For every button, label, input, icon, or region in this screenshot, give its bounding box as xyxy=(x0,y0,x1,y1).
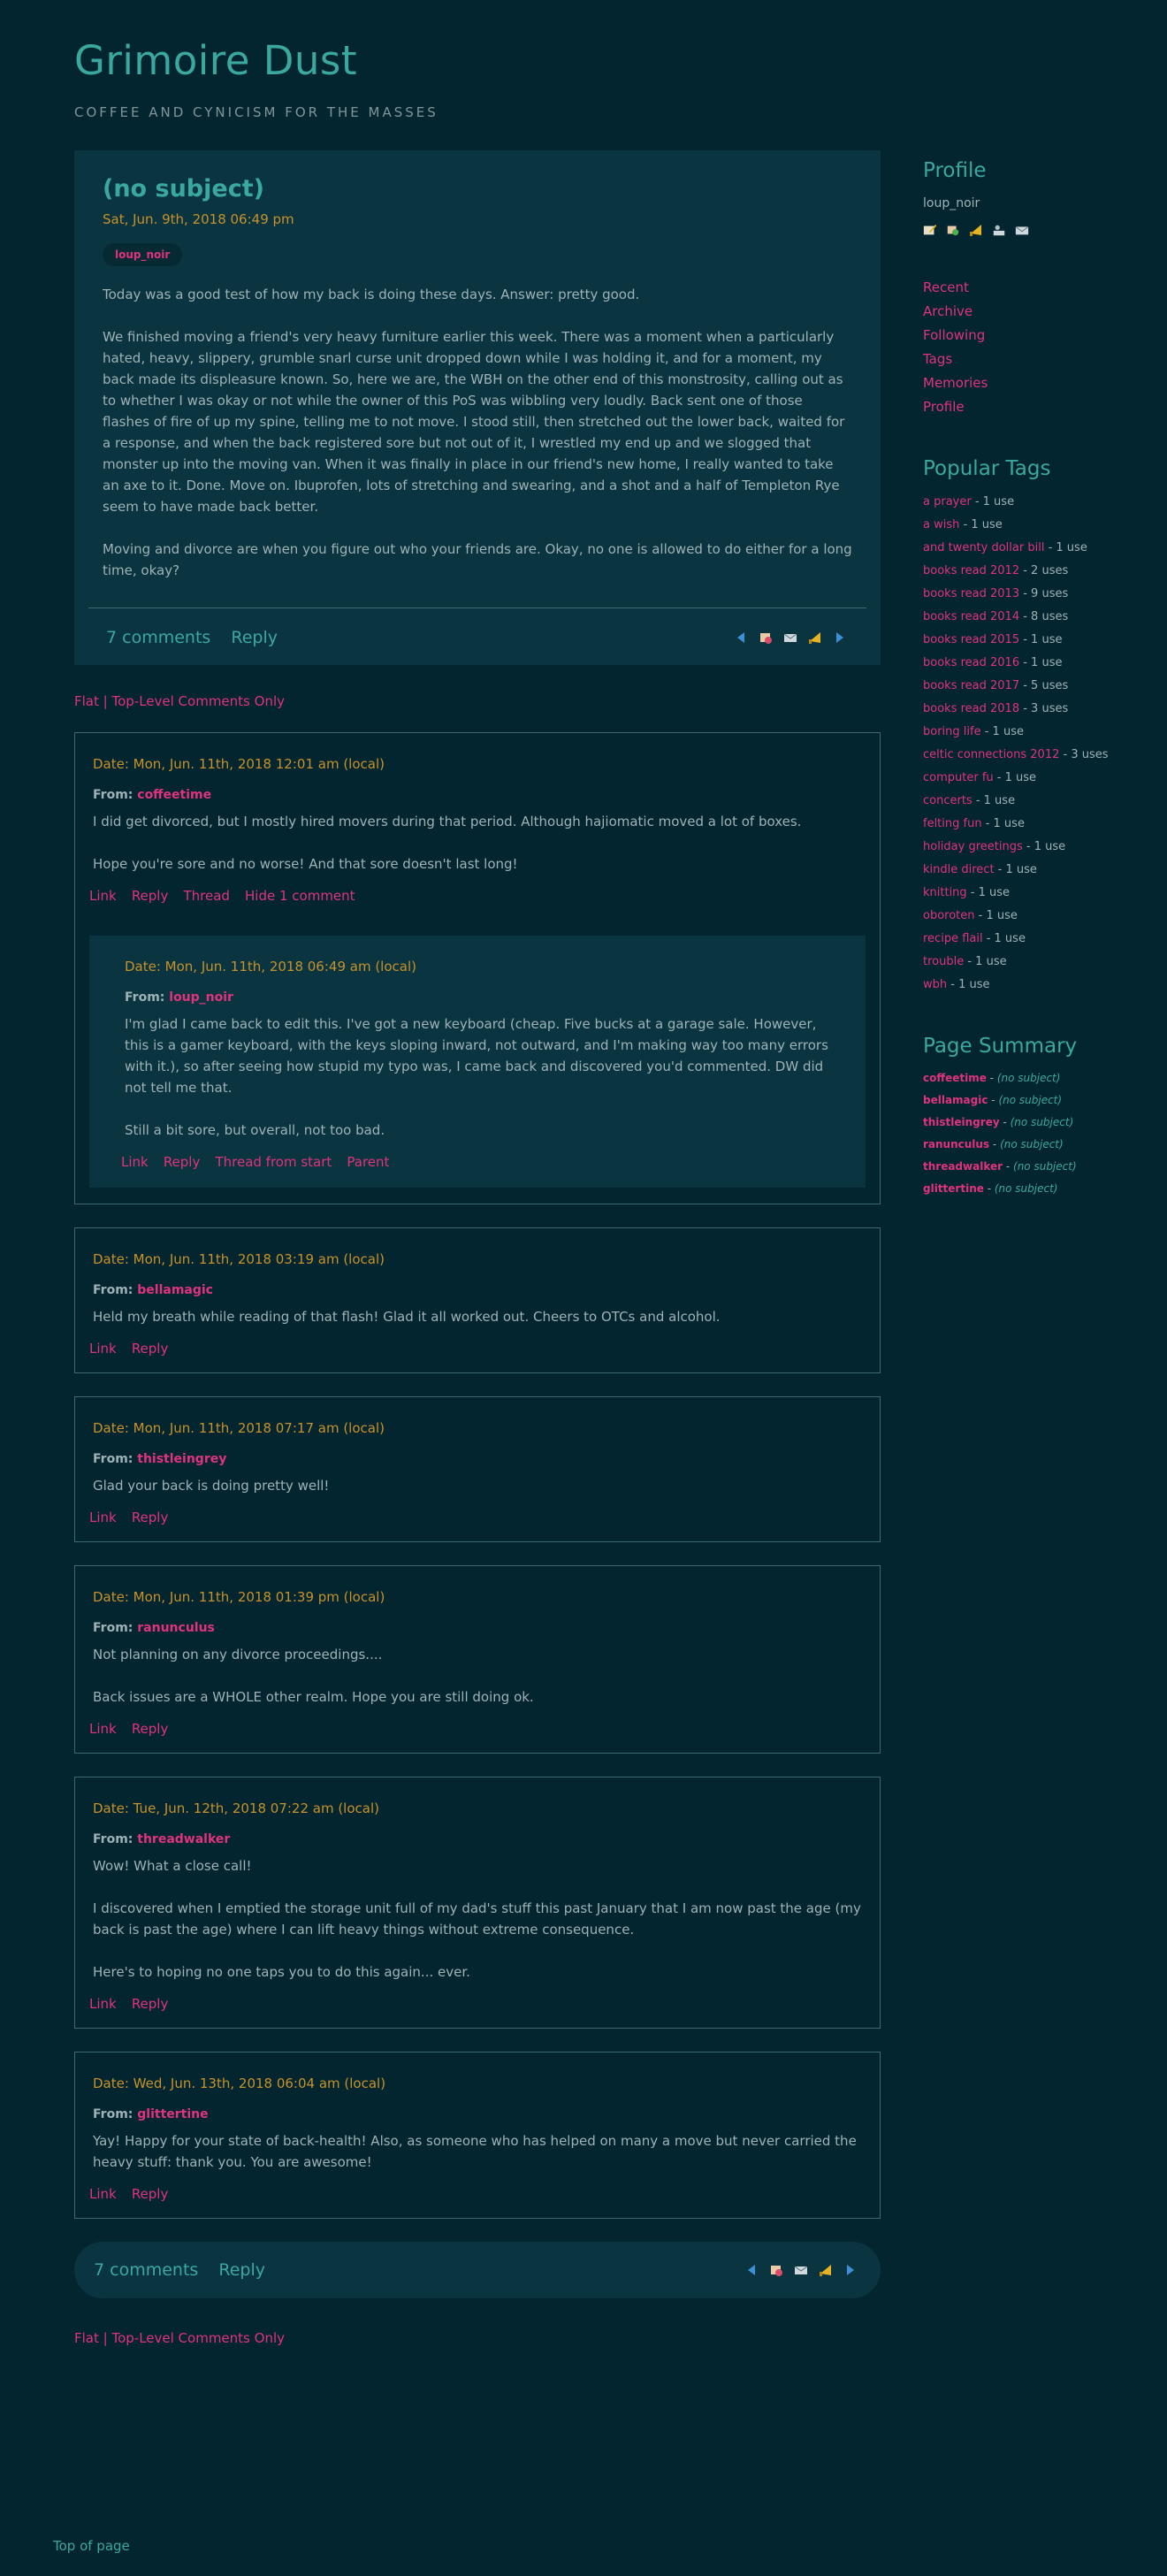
tag-link[interactable]: concerts xyxy=(923,794,972,807)
summary-item xyxy=(923,1094,1126,1106)
tag-link[interactable]: books read 2017 xyxy=(923,679,1020,692)
nav-following[interactable]: Following xyxy=(923,327,986,343)
summary-separator: - xyxy=(999,1116,1011,1128)
popular-tags-heading: Popular Tags xyxy=(923,457,1051,480)
comment-author-link[interactable]: glittertine xyxy=(137,2107,209,2121)
tag-count: - 1 use xyxy=(964,955,1007,968)
memories-icon[interactable] xyxy=(946,223,960,237)
comment-link[interactable]: Link xyxy=(89,1510,117,1525)
sidebar xyxy=(923,150,1126,1204)
user-icon[interactable] xyxy=(992,223,1006,237)
comment-paragraph: I discovered when I emptied the storage unit full of my dad's stuff this past January that I am now past the age (my back is past the age) where I can lift heavy things without extreme consequence. xyxy=(93,1900,861,1938)
tag-link[interactable]: a prayer xyxy=(923,495,972,508)
reply-link[interactable]: Reply xyxy=(231,628,278,647)
comment-from: From: glittertine xyxy=(93,2107,209,2121)
summary-subject-link[interactable]: (no subject) xyxy=(996,1072,1061,1084)
comment-links xyxy=(89,887,866,904)
comment-date: Date: Wed, Jun. 13th, 2018 06:04 am (local) xyxy=(93,2075,386,2091)
comment-date: Date: Tue, Jun. 12th, 2018 07:22 am (local) xyxy=(93,1800,379,1816)
tag-item xyxy=(923,678,1126,693)
comment-link[interactable]: Link xyxy=(89,888,117,904)
entry-footer xyxy=(103,628,852,647)
reply-link[interactable]: Reply xyxy=(218,2260,266,2280)
tag-link[interactable]: a wish xyxy=(923,518,960,531)
comment-paragraph: Back issues are a WHOLE other realm. Hope you are still doing ok. xyxy=(93,1689,534,1705)
comment-author-link[interactable]: loup_noir xyxy=(169,990,233,1005)
comment xyxy=(74,1565,881,1754)
comment-from: From: ranunculus xyxy=(93,1621,215,1635)
memories-icon[interactable] xyxy=(769,2263,783,2277)
tag-count: - 1 use xyxy=(972,794,1016,807)
comment-links xyxy=(89,1340,866,1357)
comment-date: Date: Mon, Jun. 11th, 2018 07:17 am (local) xyxy=(93,1420,385,1436)
top-level-comments-link[interactable]: Top-Level Comments Only xyxy=(111,693,285,709)
comment-links xyxy=(89,1720,866,1737)
page-summary-heading: Page Summary xyxy=(923,1035,1078,1058)
comment xyxy=(74,1777,881,2029)
comment-author-link[interactable]: thistleingrey xyxy=(137,1452,227,1466)
view-switch-separator: | xyxy=(98,2330,112,2346)
tag-link[interactable]: books read 2016 xyxy=(923,656,1020,669)
comments-count-link[interactable]: 7 comments xyxy=(94,2260,199,2280)
tag-link[interactable]: trouble xyxy=(923,955,965,968)
tag-count: - 1 use xyxy=(980,725,1024,738)
tag-link[interactable]: books read 2015 xyxy=(923,633,1020,646)
comment-thread xyxy=(74,732,881,1204)
summary-user-link[interactable]: threadwalker xyxy=(923,1160,1003,1173)
entry-tools xyxy=(734,631,847,645)
message-icon[interactable] xyxy=(1015,223,1029,237)
tag-count: - 1 use xyxy=(1044,541,1087,554)
tag-item xyxy=(923,632,1126,647)
comment xyxy=(74,1227,881,1373)
tag-link[interactable]: felting fun xyxy=(923,817,982,830)
comment-view-switch xyxy=(74,693,881,709)
tag-item xyxy=(923,954,1126,969)
tag-count: - 1 use xyxy=(1019,656,1063,669)
main-column xyxy=(74,150,881,2369)
previous-arrow-icon[interactable] xyxy=(734,631,748,645)
tag-link[interactable]: boring life xyxy=(923,725,981,738)
nav-profile[interactable]: Profile xyxy=(923,399,965,415)
tag-count: - 2 uses xyxy=(1019,564,1069,577)
comment-date: Date: Mon, Jun. 11th, 2018 03:19 am (local) xyxy=(93,1251,385,1267)
summary-user-link[interactable]: bellamagic xyxy=(923,1094,988,1106)
comment-link[interactable]: Link xyxy=(89,1996,117,2012)
tag-item xyxy=(923,655,1126,670)
previous-arrow-icon[interactable] xyxy=(744,2263,759,2277)
summary-separator: - xyxy=(988,1094,999,1106)
comment-author-link[interactable]: ranunculus xyxy=(137,1621,215,1635)
tag-count: - 3 uses xyxy=(1019,702,1069,715)
site-subtitle: COFFEE AND CYNICISM FOR THE MASSES xyxy=(74,104,439,120)
tag-item xyxy=(923,908,1126,923)
tell-friend-icon[interactable] xyxy=(783,631,797,645)
tag-count: - 1 use xyxy=(993,771,1037,784)
summary-subject-link[interactable]: (no subject) xyxy=(1000,1138,1064,1150)
bottom-entry-footer xyxy=(74,2242,881,2298)
comment-links xyxy=(89,1995,866,2012)
tag-count: - 1 use xyxy=(966,886,1011,899)
comment-reply-link[interactable]: Reply xyxy=(131,1341,169,1357)
summary-user-link[interactable]: thistleingrey xyxy=(923,1116,1000,1128)
tag-item xyxy=(923,724,1126,739)
tag-count: - 1 use xyxy=(994,863,1037,876)
comment-link[interactable]: Link xyxy=(89,1341,117,1357)
sidebar-username[interactable]: loup_noir xyxy=(923,196,980,210)
site-title: Grimoire Dust xyxy=(74,37,358,84)
tag-item xyxy=(923,517,1126,532)
comment-thread-link[interactable]: Thread xyxy=(183,888,230,904)
comment-from: From: coffeetime xyxy=(93,788,212,802)
tag-count: - 5 uses xyxy=(1019,679,1069,692)
nav-tags[interactable]: Tags xyxy=(923,351,953,367)
summary-item xyxy=(923,1072,1126,1084)
tag-link[interactable]: wbh xyxy=(923,978,948,991)
comment-body xyxy=(89,1644,866,1708)
comment-body xyxy=(125,1013,830,1141)
tag-link[interactable]: books read 2012 xyxy=(923,564,1020,577)
tag-item xyxy=(923,862,1126,877)
page-summary-list xyxy=(923,1072,1126,1195)
tag-count: - 1 use xyxy=(1019,633,1063,646)
tag-item xyxy=(923,839,1126,854)
tag-item xyxy=(923,793,1126,808)
tag-item xyxy=(923,586,1126,601)
comment-reply-link[interactable]: Reply xyxy=(131,2186,169,2202)
tag-link[interactable]: knitting xyxy=(923,886,967,899)
comment-date: Date: Mon, Jun. 11th, 2018 06:49 am (local) xyxy=(125,959,416,975)
comment-links xyxy=(89,1509,866,1525)
view-switch-separator: | xyxy=(98,693,112,709)
summary-separator: - xyxy=(1003,1160,1014,1173)
profile-icons xyxy=(923,223,1126,237)
tag-item xyxy=(923,885,1126,900)
comment-paragraph: I did get divorced, but I mostly hired movers during that period. Although hajiomatic moved a lot of boxes. xyxy=(93,814,802,829)
tag-count: - 8 uses xyxy=(1019,610,1069,623)
entry-user-badge[interactable]: loup_noir xyxy=(103,243,182,266)
hide-comments-link[interactable]: Hide 1 comment xyxy=(245,888,355,904)
nav-memories[interactable]: Memories xyxy=(923,375,988,391)
comment-from: From: loup_noir xyxy=(125,990,233,1005)
comment-links xyxy=(121,1153,830,1170)
summary-subject-link[interactable]: (no subject) xyxy=(994,1182,1058,1195)
summary-item xyxy=(923,1116,1126,1128)
summary-item xyxy=(923,1182,1126,1195)
summary-subject-link[interactable]: (no subject) xyxy=(1010,1116,1074,1128)
comment-body xyxy=(89,2130,866,2173)
tag-item xyxy=(923,540,1126,555)
comment-link[interactable]: Link xyxy=(121,1154,149,1170)
comment-paragraph: Hope you're sore and no worse! And that sore doesn't last long! xyxy=(93,856,518,872)
comment-body xyxy=(89,811,866,875)
tag-count: - 3 uses xyxy=(1059,748,1109,761)
top-level-comments-link[interactable]: Top-Level Comments Only xyxy=(111,2330,285,2346)
tag-count: - 1 use xyxy=(1022,840,1066,853)
summary-subject-link[interactable]: (no subject) xyxy=(1013,1160,1077,1173)
post-entry-icon[interactable] xyxy=(923,223,937,237)
comment-date: Date: Mon, Jun. 11th, 2018 01:39 pm (local) xyxy=(93,1589,385,1605)
comment-body xyxy=(89,1855,866,1983)
tag-count: - 1 use xyxy=(959,518,1003,531)
comment-from: From: bellamagic xyxy=(93,1283,213,1297)
comment-from: From: threadwalker xyxy=(93,1832,231,1846)
summary-separator: - xyxy=(989,1138,1001,1150)
comment-paragraph: I'm glad I came back to edit this. I've got a new keyboard (cheap. Five bucks at a garage sale. However, this is a gamer keyboard, with the keys sloping inward, not outward, and I'm making way too many errors with it.), so after seeing how stupid my typo was, I came back and discovered you'd commented. DW did not tell me that. xyxy=(125,1016,828,1096)
track-icon[interactable] xyxy=(808,631,822,645)
tag-item xyxy=(923,816,1126,831)
comment-paragraph: Held my breath while reading of that flash! Glad it all worked out. Cheers to OTCs and alcohol. xyxy=(93,1309,721,1325)
comment-reply-link[interactable]: Reply xyxy=(163,1154,201,1170)
entry-subject[interactable]: (no subject) xyxy=(103,175,264,203)
tag-count: - 1 use xyxy=(981,817,1025,830)
summary-user-link[interactable]: glittertine xyxy=(923,1182,984,1195)
nav-archive[interactable]: Archive xyxy=(923,303,973,319)
entry-paragraph: Today was a good test of how my back is doing these days. Answer: pretty good. xyxy=(103,287,640,302)
comment-author-link[interactable]: coffeetime xyxy=(137,788,212,802)
tag-link[interactable]: books read 2013 xyxy=(923,587,1020,600)
tag-count: - 1 use xyxy=(982,932,1026,945)
tag-item xyxy=(923,770,1126,785)
comment xyxy=(74,2052,881,2219)
tag-count: - 1 use xyxy=(971,495,1015,508)
entry-paragraph: We finished moving a friend's very heavy furniture earlier this week. There was a moment when a particularly hated, heavy, slippery, grumble snarl curse unit dropped down while I was holding it, and for a moment, my back made its displeasure known. So, here we are, the WBH on the other end of this monstrosity, calling out as to whether I was okay or not while the owner of this PoS was wibbling very loudly. Back sent one of those flashes of fire of up my spine, telling me to not move. I stood still, then stretched out the lower back, waited for a response, and when the back registered sore but not out of it, I wrestled my end up and we slogged that monster up into the moving van. When it was finally in place in our friend's new home, I really wanted to take an axe to it. Done. Move on. Ibuprofen, lots of stretching and swearing, and a shot and a half of Templeton Rye seem to have made back better. xyxy=(103,329,845,515)
tag-link[interactable]: books read 2014 xyxy=(923,610,1020,623)
entry-tools xyxy=(744,2263,858,2277)
track-icon[interactable] xyxy=(819,2263,833,2277)
comment-paragraph: Yay! Happy for your state of back-health! Also, as someone who has helped on many a move but never carried the heavy stuff: thank you. You are awesome! xyxy=(93,2133,857,2170)
tag-item xyxy=(923,747,1126,762)
next-arrow-icon[interactable] xyxy=(843,2263,858,2277)
comment-body xyxy=(89,1306,866,1327)
comment-view-switch-bottom xyxy=(74,2330,881,2346)
tag-link[interactable]: books read 2018 xyxy=(923,702,1020,715)
tag-link[interactable]: holiday greetings xyxy=(923,840,1023,853)
memories-icon[interactable] xyxy=(759,631,773,645)
next-arrow-icon[interactable] xyxy=(833,631,847,645)
popular-tags-list xyxy=(923,494,1126,992)
comments-count-link[interactable]: 7 comments xyxy=(106,628,211,647)
comment-reply-link[interactable]: Reply xyxy=(131,1721,169,1737)
summary-user-link[interactable]: coffeetime xyxy=(923,1072,987,1084)
comment-link[interactable]: Link xyxy=(89,1721,117,1737)
sidebar-nav xyxy=(923,279,1126,415)
summary-separator: - xyxy=(983,1182,995,1195)
comment-paragraph: Here's to hoping no one taps you to do this again... ever. xyxy=(93,1964,470,1980)
journal-entry xyxy=(74,150,881,665)
tag-count: - 9 uses xyxy=(1019,587,1069,600)
summary-user-link[interactable]: ranunculus xyxy=(923,1138,990,1150)
summary-separator: - xyxy=(986,1072,997,1084)
comment-from: From: thistleingrey xyxy=(93,1452,227,1466)
summary-item xyxy=(923,1160,1126,1173)
entry-paragraph: Moving and divorce are when you figure out who your friends are. Okay, no one is allowed to do either for a long time, okay? xyxy=(103,541,852,578)
comment-paragraph: Still a bit sore, but overall, not too bad. xyxy=(125,1122,385,1138)
top-of-page-link[interactable]: Top of page xyxy=(53,2538,130,2554)
comment-paragraph: Not planning on any divorce proceedings.... xyxy=(93,1647,383,1663)
comment-reply-link[interactable]: Reply xyxy=(131,888,169,904)
tag-item xyxy=(923,977,1126,992)
tag-item xyxy=(923,494,1126,509)
tag-link[interactable]: kindle direct xyxy=(923,863,995,876)
tell-friend-icon[interactable] xyxy=(794,2263,808,2277)
tag-item xyxy=(923,931,1126,946)
nav-recent[interactable]: Recent xyxy=(923,279,969,295)
tag-link[interactable]: recipe flail xyxy=(923,932,983,945)
comment-paragraph: Wow! What a close call! xyxy=(93,1858,252,1874)
comment-reply-link[interactable]: Reply xyxy=(131,1510,169,1525)
thread-from-start-link[interactable]: Thread from start xyxy=(215,1154,332,1170)
comment-date: Date: Mon, Jun. 11th, 2018 12:01 am (local) xyxy=(93,756,385,772)
track-icon[interactable] xyxy=(969,223,983,237)
summary-subject-link[interactable]: (no subject) xyxy=(998,1094,1063,1106)
tag-count: - 1 use xyxy=(974,909,1018,922)
summary-item xyxy=(923,1138,1126,1150)
comment-author-link[interactable]: threadwalker xyxy=(137,1832,231,1846)
comment xyxy=(74,1396,881,1542)
tag-item xyxy=(923,701,1126,716)
tag-link[interactable]: celtic connections 2012 xyxy=(923,748,1060,761)
parent-comment-link[interactable]: Parent xyxy=(347,1154,390,1170)
entry-date[interactable]: Sat, Jun. 9th, 2018 06:49 pm xyxy=(103,211,294,227)
tag-item xyxy=(923,609,1126,624)
comment-author-link[interactable]: bellamagic xyxy=(137,1283,213,1297)
comment-link[interactable]: Link xyxy=(89,2186,117,2202)
flat-view-link[interactable]: Flat xyxy=(74,693,99,709)
tag-link[interactable]: and twenty dollar bill xyxy=(923,541,1045,554)
tag-link[interactable]: oboroten xyxy=(923,909,975,922)
tag-item xyxy=(923,563,1126,578)
comment-paragraph: Glad your back is doing pretty well! xyxy=(93,1478,330,1494)
tag-link[interactable]: computer fu xyxy=(923,771,994,784)
profile-heading: Profile xyxy=(923,159,987,182)
comment-reply-link[interactable]: Reply xyxy=(131,1996,169,2012)
nested-comment xyxy=(89,936,866,1188)
comment-links xyxy=(89,2185,866,2202)
flat-view-link[interactable]: Flat xyxy=(74,2330,99,2346)
tag-count: - 1 use xyxy=(947,978,990,991)
comment-body xyxy=(89,1475,866,1496)
